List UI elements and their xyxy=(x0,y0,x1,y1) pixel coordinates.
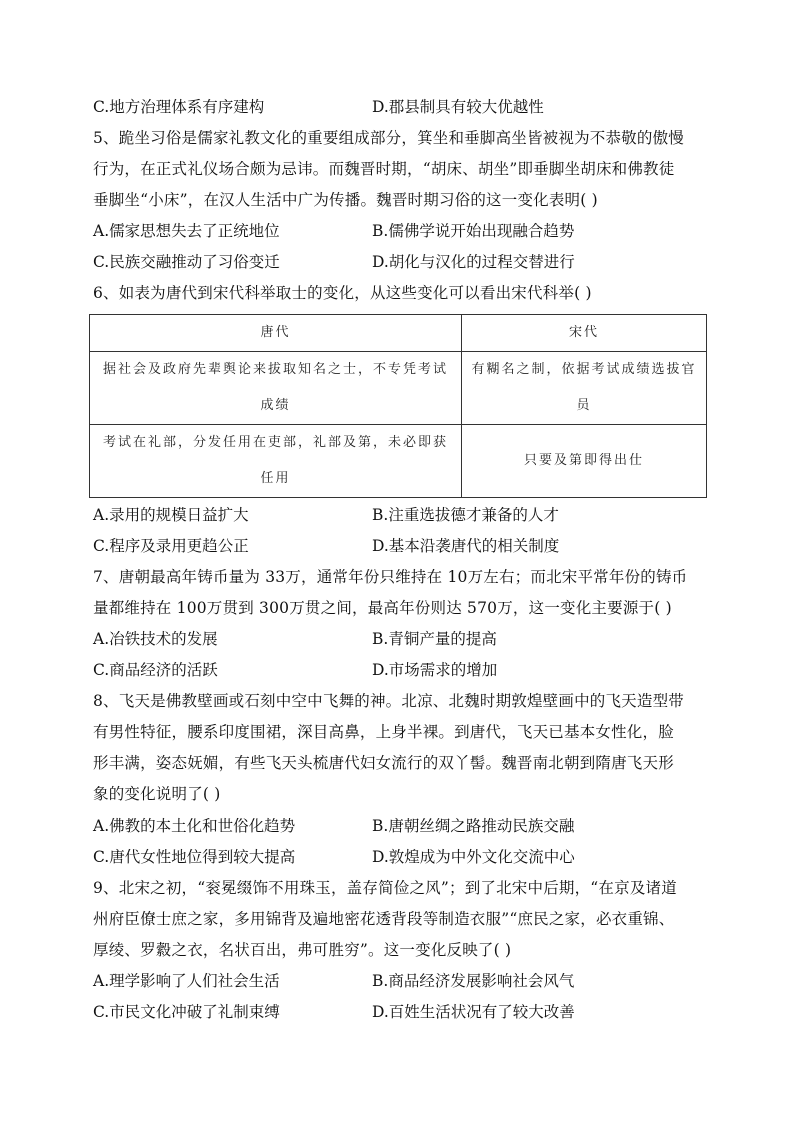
table-cell-r1-song: 有糊名之制，依据考试成绩选拔官员 xyxy=(462,352,707,425)
q9-stem-line-3: 厚绫、罗縠之衣，名状百出，弗可胜穷”。这一变化反映了( ) xyxy=(93,941,512,959)
q8-option-b: B.唐朝丝绸之路推动民族交融 xyxy=(372,817,575,835)
q7-option-c: C.商品经济的活跃 xyxy=(93,661,218,679)
q8-option-a: A.佛教的本土化和世俗化趋势 xyxy=(93,817,296,835)
q7-option-a: A.冶铁技术的发展 xyxy=(93,630,218,648)
q6-option-c: C.程序及录用更趋公正 xyxy=(93,537,249,555)
q4-option-d: D.郡县制具有较大优越性 xyxy=(372,98,544,116)
q9-stem-line-2: 州府臣僚士庶之家，多用锦背及遍地密花透背段等制造衣服”“庶民之家，必衣重锦、 xyxy=(93,910,675,928)
table-cell-r2-song: 只要及第即得出仕 xyxy=(462,425,707,498)
q6-stem: 6、如表为唐代到宋代科举取士的变化，从这些变化可以看出宋代科举( ) xyxy=(93,284,592,302)
table-cell-r2-tang: 考试在礼部，分发任用在吏部，礼部及第，未必即获任用 xyxy=(90,425,462,498)
q6-comparison-table xyxy=(89,314,707,498)
q8-stem-line-4: 象的变化说明了( ) xyxy=(93,785,221,803)
q4-option-c: C.地方治理体系有序建构 xyxy=(93,98,265,116)
q7-option-d: D.市场需求的增加 xyxy=(372,661,498,679)
q9-option-c: C.市民文化冲破了礼制束缚 xyxy=(93,1003,280,1021)
q8-stem-line-3: 形丰满，姿态妩媚，有些飞天头梳唐代妇女流行的双丫髻。魏晋南北朝到隋唐飞天形 xyxy=(93,754,674,772)
q8-option-d: D.敦煌成为中外文化交流中心 xyxy=(372,848,575,866)
q5-option-b: B.儒佛学说开始出现融合趋势 xyxy=(372,222,575,240)
table-header-song: 宋代 xyxy=(462,315,707,352)
q5-stem-line-1: 5、跪坐习俗是儒家礼教文化的重要组成部分，箕坐和垂脚高坐皆被视为不恭敬的傲慢 xyxy=(93,129,684,147)
q9-option-b: B.商品经济发展影响社会风气 xyxy=(372,972,575,990)
q8-option-c: C.唐代女性地位得到较大提高 xyxy=(93,848,296,866)
q6-option-a: A.录用的规模日益扩大 xyxy=(93,506,249,524)
q7-stem-line-2: 量都维持在 100万贯到 300万贯之间，最高年份则达 570万，这一变化主要源于( ) xyxy=(93,599,672,617)
q7-stem-line-1: 7、唐朝最高年铸币量为 33万，通常年份只维持在 10万左右；而北宋平常年份的铸币 xyxy=(93,568,688,586)
q6-option-b: B.注重选拔德才兼备的人才 xyxy=(372,506,559,524)
q8-stem-line-2: 有男性特征，腰系印度围裙，深目高鼻，上身半裸。到唐代，飞天已基本女性化，脸 xyxy=(93,723,674,741)
table-header-tang: 唐代 xyxy=(90,315,462,352)
q7-option-b: B.青铜产量的提高 xyxy=(372,630,497,648)
q5-stem-line-2: 行为，在正式礼仪场合颇为忌讳。而魏晋时期，“胡床、胡坐”即垂脚坐胡床和佛教徒 xyxy=(93,160,675,178)
table-cell-r1-tang: 据社会及政府先辈舆论来拔取知名之士，不专凭考试成绩 xyxy=(90,352,462,425)
q5-option-d: D.胡化与汉化的过程交替进行 xyxy=(372,253,575,271)
q5-option-a: A.儒家思想失去了正统地位 xyxy=(93,222,280,240)
q9-stem-line-1: 9、北宋之初，“衮冕缀饰不用珠玉，盖存简俭之风”；到了北宋中后期，“在京及诸道 xyxy=(93,879,677,897)
q6-option-d: D.基本沿袭唐代的相关制度 xyxy=(372,537,560,555)
q9-option-a: A.理学影响了人们社会生活 xyxy=(93,972,280,990)
q9-option-d: D.百姓生活状况有了较大改善 xyxy=(372,1003,575,1021)
q5-stem-line-3: 垂脚坐“小床”，在汉人生活中广为传播。魏晋时期习俗的这一变化表明( ) xyxy=(93,191,598,209)
q8-stem-line-1: 8、飞天是佛教壁画或石刻中空中飞舞的神。北凉、北魏时期敦煌壁画中的飞天造型带 xyxy=(93,692,684,710)
q5-option-c: C.民族交融推动了习俗变迁 xyxy=(93,253,280,271)
